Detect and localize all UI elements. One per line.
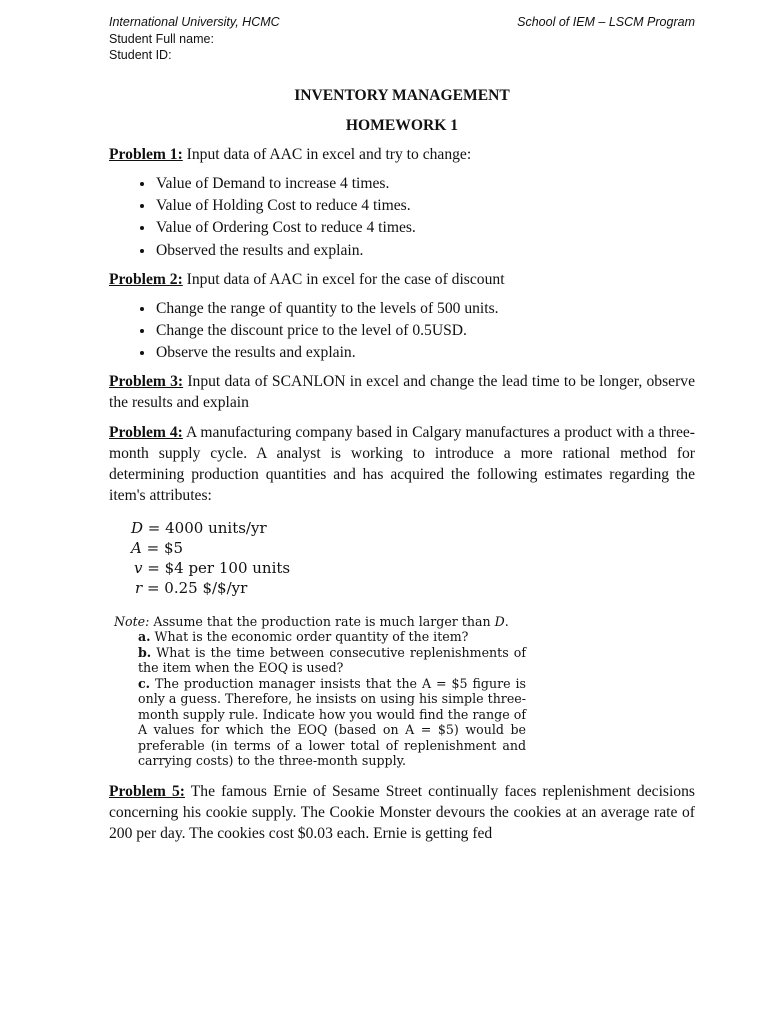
problem-text: Input data of AAC in excel and try to change: (182, 146, 472, 163)
document-subtitle: HOMEWORK 1 (345, 117, 459, 134)
list-item: • Observe the results and explain. (155, 342, 695, 363)
problem-text: The famous Ernie of Sesame Street continually faces replenishment decisions concerning his cookie supply. The Cookie Monster devours the cookies at an average rate of 200 per day. The cookies cost $0.03 each. Ernie is getting fed (109, 782, 695, 842)
program-name: School of IEM – LSCM Program (517, 15, 695, 29)
question-b: b. What is the time between consecutive replenishments of the item when the EOQ is used? (138, 644, 526, 676)
list-item: • Value of Ordering Cost to reduce 4 times. (155, 217, 695, 238)
list-item: • Value of Demand to increase 4 times. (155, 173, 695, 194)
list-item: • Value of Holding Cost to reduce 4 times. (155, 195, 695, 216)
note-text: Note: Assume that the production rate is much larger than D. (114, 613, 509, 629)
page-header (109, 14, 695, 64)
problem-label: Problem 3: (109, 372, 184, 390)
problem-3 (109, 371, 695, 413)
problem-label: Problem 5: (109, 782, 185, 800)
problem-4-note (114, 614, 526, 769)
problem-label: Problem 1: (109, 146, 183, 163)
problem-5 (109, 781, 695, 844)
list-item: • Observed the results and explain. (155, 240, 695, 261)
problem-4-figure (114, 518, 695, 769)
problem-text: Input data of AAC in excel for the case of discount (182, 270, 505, 288)
parameter-unit-value: v = $4 per 100 units (134, 558, 291, 577)
problem-4 (109, 422, 695, 506)
problem-2 (109, 269, 695, 290)
problem-1 (109, 144, 695, 165)
parameter-list (131, 518, 695, 598)
document-body (109, 85, 695, 844)
question-c: c. The production manager insists that the A = $5 figure is only a guess. Therefore, he insists on using his simple three-month supply rule. Indicate how you would find the range of A values for which the EOQ (based on A = $5) would be preferable (in terms of a lower total of replenishment and carrying costs) to the three-month supply. (138, 675, 526, 769)
list-item: • Change the discount price to the level of 0.5USD. (155, 320, 695, 341)
problem-text: Input data of SCANLON in excel and change the lead time to be longer, observe the results and explain (109, 372, 695, 411)
question-a: a. What is the economic order quantity of the item? (138, 629, 469, 645)
problem-2-list (109, 298, 695, 363)
parameter-carrying-rate: r = 0.25 $/$/yr (135, 578, 248, 597)
problem-label: Problem 4: (109, 423, 183, 441)
student-name-label: Student Full name: (109, 31, 214, 46)
list-item: • Change the range of quantity to the levels of 500 units. (155, 298, 695, 319)
document-title: INVENTORY MANAGEMENT (294, 87, 510, 104)
problem-1-list (109, 173, 695, 261)
problem-text: A manufacturing company based in Calgary manufactures a product with a three-month supply cycle. A analyst is working to introduce a more rational method for determining production quantities and has acquired the following estimates regarding the item's attributes: (109, 423, 695, 504)
parameter-ordering-cost: A = $5 (131, 538, 184, 557)
student-id-label: Student ID: (109, 48, 172, 62)
parameter-demand: D = 4000 units/yr (131, 518, 267, 537)
problem-label: Problem 2: (109, 270, 183, 288)
university-name: International University, HCMC (109, 15, 280, 29)
